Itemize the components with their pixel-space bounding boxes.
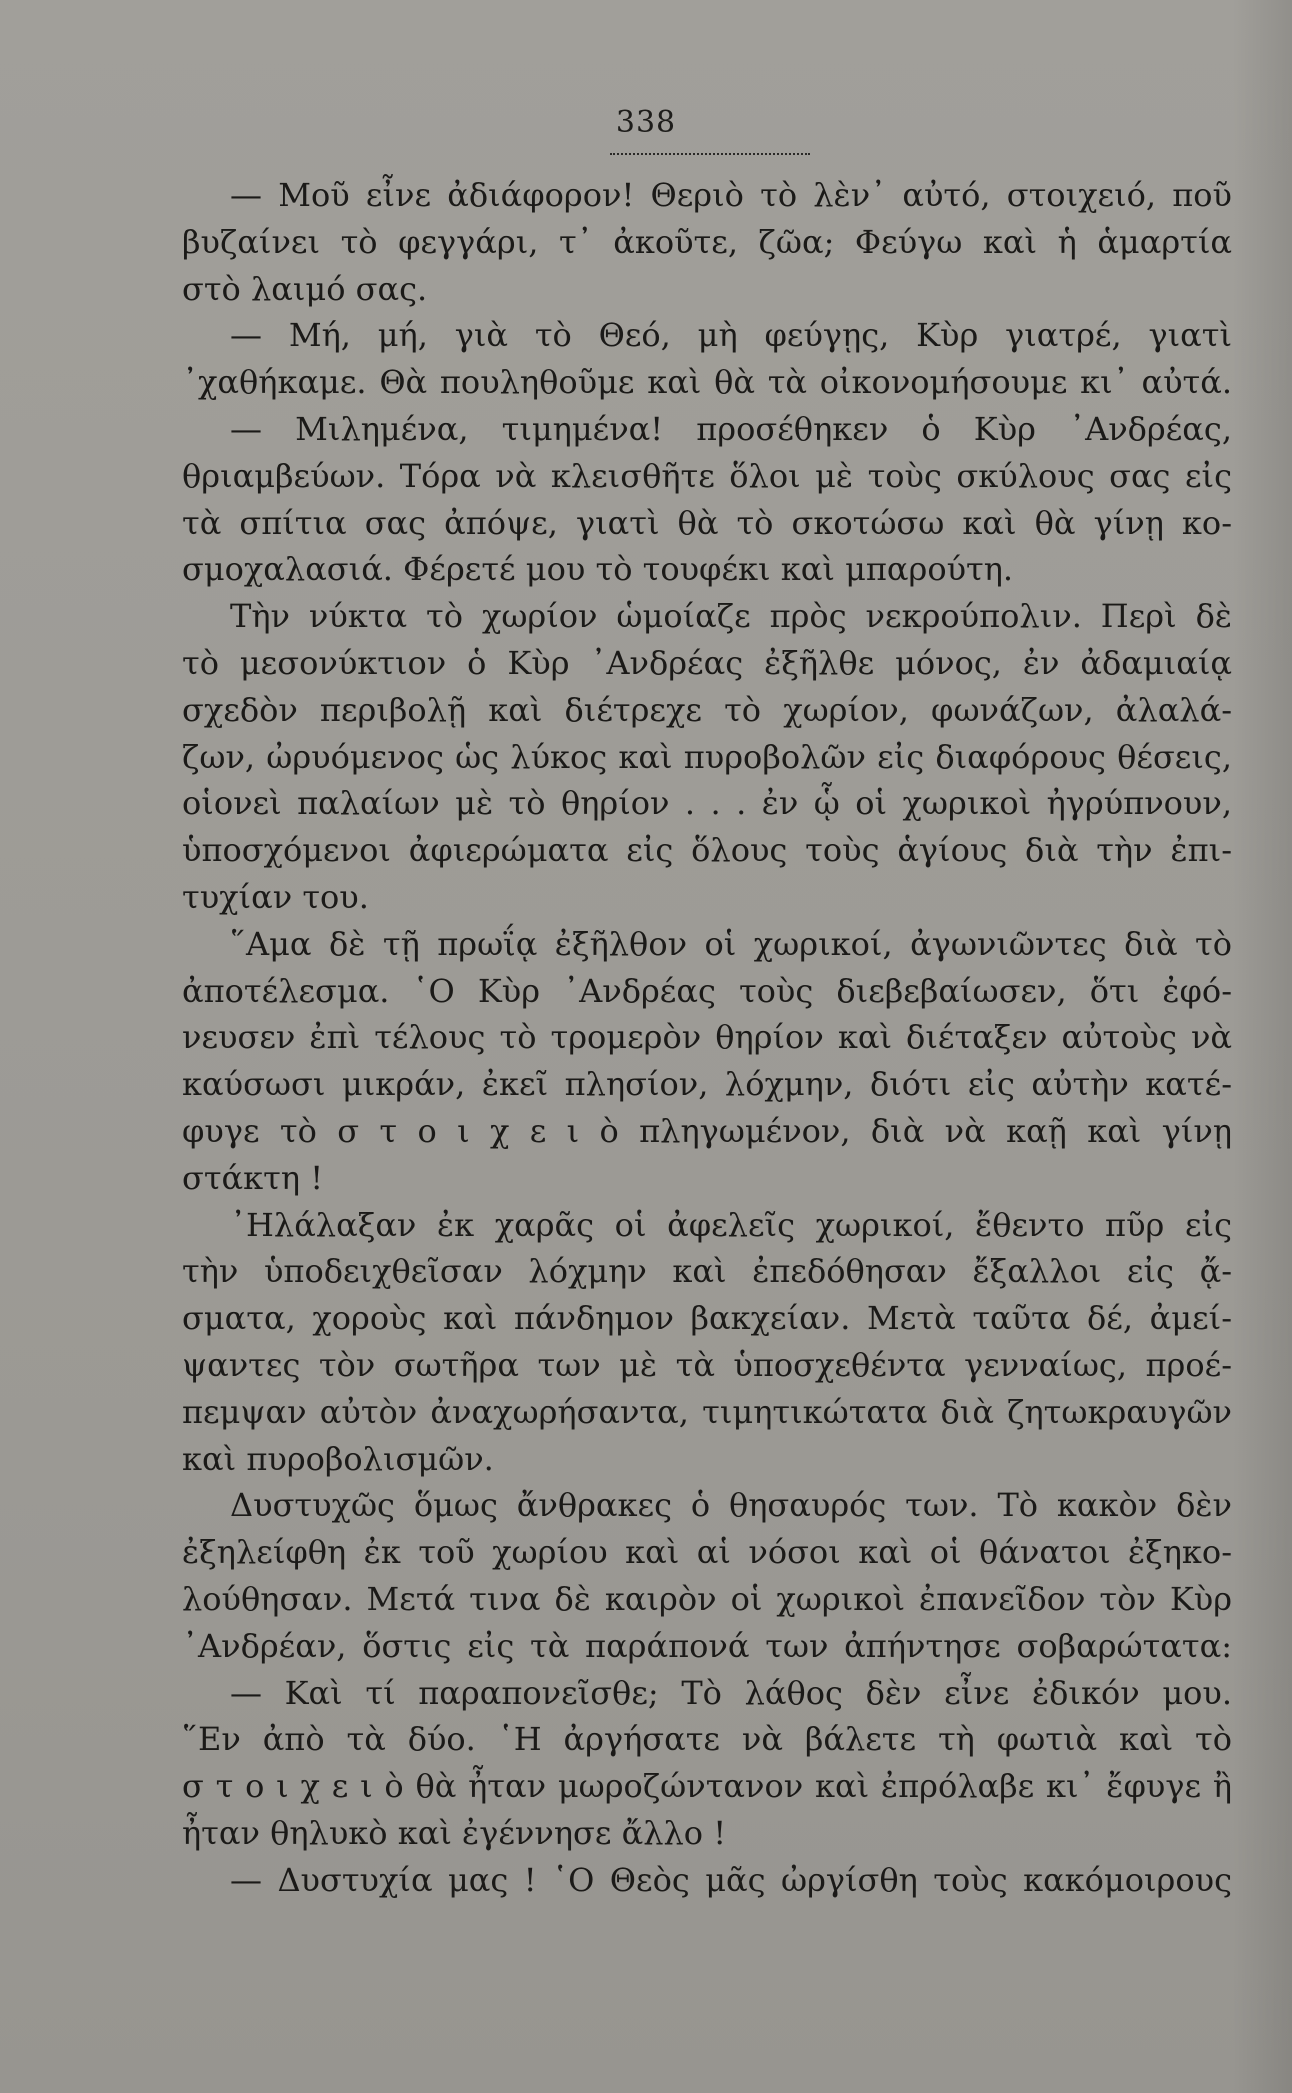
text-line: ἦταν θηλυκὸ καὶ ἐγέννησε ἄλλο ! — [182, 1813, 727, 1852]
text-line: λούθησαν. Μετά τινα δὲ καιρὸν οἱ χωρικοὶ ἐπανεῖδον τὸν Κὺρ — [182, 1579, 1232, 1618]
text-line: σχεδὸν περιβολῇ καὶ διέτρεχε τὸ χωρίον, φωνάζων, ἀλαλά- — [182, 690, 1232, 729]
text-line: νευσεν ἐπὶ τέλους τὸ τρομερὸν θηρίον καὶ διέταξεν αὐτοὺς νὰ — [182, 1018, 1232, 1057]
text-line: θριαμβεύων. Τόρα νὰ κλεισθῆτε ὅλοι μὲ τοὺς σκύλους σας εἰς — [182, 456, 1232, 495]
text-line: ᾽Ηλάλαξαν ἐκ χαρᾶς οἱ ἀφελεῖς χωρικοί, ἔθεντο πῦρ εἰς — [230, 1205, 1232, 1244]
text-line: Τὴν νύκτα τὸ χωρίον ὡμοίαζε πρὸς νεκρούπολιν. Περὶ δὲ — [230, 597, 1232, 636]
text-line: ἐξηλείφθη ἐκ τοῦ χωρίου καὶ αἱ νόσοι καὶ οἱ θάνατοι ἐξηκο- — [182, 1533, 1232, 1572]
text-line: — Μοῦ εἶνε ἀδιάφορον! Θεριὸ τὸ λὲν᾽ αὐτό, στοιχειό, ποῦ — [230, 176, 1232, 214]
text-line: στὸ λαιμό σας. — [182, 269, 428, 308]
text-line: — Δυστυχία μας ! ῾Ο Θεὸς μᾶς ὠργίσθη τοὺς κακόμοιρους — [230, 1860, 1232, 1899]
text-line: ζων, ὠρυόμενος ὡς λύκος καὶ πυροβολῶν εἰς διαφόρους θέσεις, — [182, 737, 1232, 776]
text-line: — Μή, μή, γιὰ τὸ Θεό, μὴ φεύγῃς, Κὺρ γιατρέ, γιατὶ — [230, 316, 1232, 355]
text-line: καὶ πυροβολισμῶν. — [182, 1439, 494, 1478]
text-line: τὴν ὑποδειχθεῖσαν λόχμην καὶ ἐπεδόθησαν ἔξαλλοι εἰς ᾄ- — [182, 1252, 1232, 1291]
text-line: στάκτη ! — [182, 1158, 324, 1197]
text-line: τυχίαν του. — [182, 877, 369, 916]
text-line: σματα, χοροὺς καὶ πάνδημον βακχείαν. Μετὰ ταῦτα δέ, ἀμεί- — [182, 1299, 1232, 1338]
text-line: — Μιλημένα, τιμημένα! προσέθηκεν ὁ Κὺρ ᾽Ανδρέας, — [230, 409, 1232, 448]
text-line: ᾽χαθήκαμε. Θὰ πουληθοῦμε καὶ θὰ τὰ οἰκονομήσουμε κι᾽ αὐτά. — [182, 363, 1232, 402]
page-number: 338 — [615, 105, 677, 140]
text-line: τὸ μεσονύκτιον ὁ Κὺρ ᾽Ανδρέας ἐξῆλθε μόνος, ἐν ἀδαμιαίᾳ — [182, 643, 1232, 682]
text-line: οἱονεὶ παλαίων μὲ τὸ θηρίον . . . ἐν ᾧ οἱ χωρικοὶ ἠγρύπνουν, — [182, 784, 1232, 823]
text-line: ᾽Ανδρέαν, ὅστις εἰς τὰ παράπονά των ἀπήντησε σοβαρώτατα: — [182, 1626, 1232, 1665]
text-line: φυγε τὸ σ τ ο ι χ ε ι ὸ πληγωμένον, διὰ νὰ καῇ καὶ γίνῃ — [182, 1111, 1232, 1150]
text-line: Δυστυχῶς ὅμως ἄνθρακες ὁ θησαυρός των. Τὸ κακὸν δὲν — [230, 1486, 1232, 1525]
page-edge-shadow — [1232, 0, 1292, 2093]
text-line: ῞Εν ἀπὸ τὰ δύο. ῾Η ἀργήσατε νὰ βάλετε τὴ φωτιὰ καὶ τὸ — [182, 1720, 1232, 1759]
text-line: πεμψαν αὐτὸν ἀναχωρήσαντα, τιμητικώτατα διὰ ζητωκραυγῶν — [182, 1392, 1232, 1431]
text-line: ὑποσχόμενοι ἀφιερώματα εἰς ὅλους τοὺς ἁγίους διὰ τὴν ἐπι- — [182, 831, 1232, 870]
text-line: ἀποτέλεσμα. ῾Ο Κὺρ ᾽Ανδρέας τοὺς διεβεβαίωσεν, ὅτι ἐφό- — [182, 971, 1232, 1010]
page-number-rule — [610, 153, 810, 155]
text-line: — Καὶ τί παραπονεῖσθε; Τὸ λάθος δὲν εἶνε ἐδικόν μου. — [230, 1673, 1232, 1712]
text-line: σμοχαλασιά. Φέρετέ μου τὸ τουφέκι καὶ μπαρούτη. — [182, 550, 1014, 589]
text-line: καύσωσι μικράν, ἐκεῖ πλησίον, λόχμην, διότι εἰς αὐτὴν κατέ- — [182, 1065, 1232, 1104]
text-line: ψαντες τὸν σωτῆρα των μὲ τὰ ὑποσχεθέντα γενναίως, προέ- — [182, 1345, 1232, 1384]
body-text — [182, 172, 1232, 1903]
text-line: βυζαίνει τὸ φεγγάρι, τ᾽ ἀκοῦτε, ζῶα; Φεύγω καὶ ἡ ἁμαρτία — [182, 222, 1232, 261]
text-line: σ τ ο ι χ ε ι ὸ θὰ ἦταν μωροζώντανον καὶ ἐπρόλαβε κι᾽ ἔφυγε ἢ — [182, 1767, 1232, 1806]
text-line: ῞Αμα δὲ τῇ πρωΐᾳ ἐξῆλθον οἱ χωρικοί, ἀγωνιῶντες διὰ τὸ — [230, 924, 1232, 963]
text-line: τὰ σπίτια σας ἀπόψε, γιατὶ θὰ τὸ σκοτώσω καὶ θὰ γίνῃ κο- — [182, 503, 1232, 542]
